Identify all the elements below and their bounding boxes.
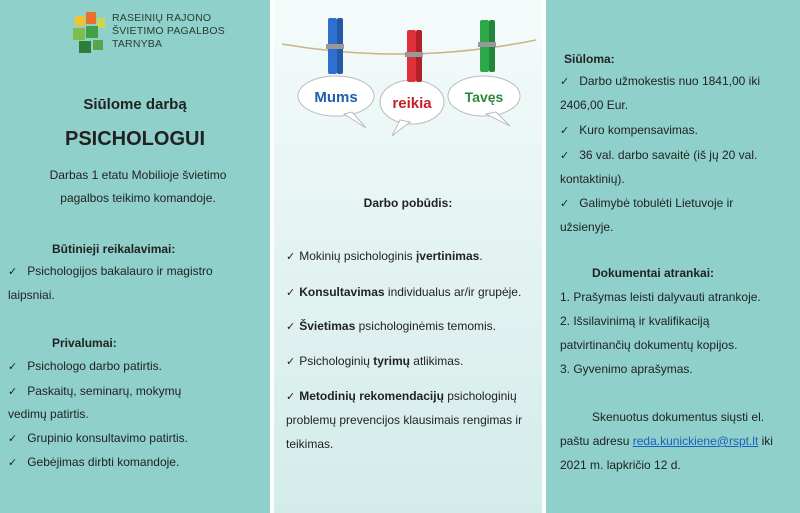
svg-text:Mums: Mums (314, 89, 358, 106)
requirement-item-cont: laipsniai. (8, 288, 55, 302)
deadline: 2021 m. lapkričio 12 d. (560, 458, 681, 472)
work-item: ✓ Konsultavimas individualus ar/ir grupėje. (286, 285, 522, 299)
work-item: ✓ Švietimas psichologinėmis temomis. (286, 319, 496, 333)
advantage-item: ✓ Paskaitų, seminarų, mokymų (8, 384, 182, 398)
left-column (0, 0, 270, 513)
check-icon: ✓ (286, 287, 296, 299)
offer-list-heading: Siūloma: (564, 52, 615, 66)
requirement-item: ✓ Psichologijos bakalauro ir magistro (8, 264, 213, 278)
check-icon: ✓ (8, 433, 18, 445)
right-column (546, 0, 800, 513)
offer-item: ✓ Darbo užmokestis nuo 1841,00 iki (560, 74, 760, 88)
green-clothespin-icon (478, 20, 496, 72)
check-icon: ✓ (560, 198, 570, 210)
check-icon: ✓ (560, 76, 570, 88)
svg-text:reikia: reikia (392, 95, 432, 112)
check-icon: ✓ (8, 386, 18, 398)
offer-item: ✓ Galimybė tobulėti Lietuvoje ir (560, 196, 734, 210)
send-instructions-line: paštu adresu reda.kunickiene@rspt.lt iki (560, 434, 773, 448)
svg-text:Tavęs: Tavęs (464, 89, 504, 105)
document-item: 3. Gyvenimo aprašymas. (560, 362, 693, 376)
work-item-cont: teikimas. (286, 437, 334, 451)
job-description: Darbas 1 etatu Mobilioje švietimo pagalbos teikimo komandoje. (49, 168, 227, 205)
speech-bubble-mums (298, 76, 374, 128)
work-item: ✓ Mokinių psichologinis įvertinimas. (286, 249, 483, 263)
offer-item-cont: užsienyje. (560, 220, 614, 234)
offer-item-cont: kontaktinių). (560, 172, 625, 186)
leaf-logo-icon (73, 12, 107, 56)
check-icon: ✓ (286, 391, 296, 403)
advantage-item-cont: vedimų patirtis. (8, 407, 89, 421)
blue-clothespin-icon (326, 18, 344, 74)
clothespin-illustration (274, 0, 542, 150)
requirements-heading: Būtinieji reikalavimai: (52, 242, 176, 256)
document-item-cont: patvirtinančių dokumentų kopijos. (560, 338, 738, 352)
offer-heading: Siūlome darbą (83, 96, 187, 113)
email-link[interactable]: reda.kunickiene@rspt.lt (632, 434, 759, 448)
check-icon: ✓ (286, 321, 296, 333)
advantage-item: ✓ Grupinio konsultavimo patirtis. (8, 431, 188, 445)
speech-bubble-taves (448, 76, 520, 126)
check-icon: ✓ (8, 361, 18, 373)
advantage-item: ✓ Gebėjimas dirbti komandoje. (8, 455, 180, 469)
organization-name: RASEINIŲ RAJONO ŠVIETIMO PAGALBOS TARNYBA (112, 12, 225, 50)
work-item: ✓ Metodinių rekomendacijų psichologinių (286, 389, 517, 403)
documents-heading: Dokumentai atrankai: (592, 266, 715, 280)
document-item: 1. Prašymas leisti dalyvauti atrankoje. (560, 290, 761, 304)
work-item: ✓ Psichologinių tyrimų atlikimas. (286, 354, 464, 368)
check-icon: ✓ (560, 150, 570, 162)
check-icon: ✓ (286, 251, 296, 263)
document-item: 2. Išsilavinimą ir kvalifikaciją (560, 314, 710, 328)
middle-column (274, 0, 542, 513)
position-title: PSICHOLOGUI (64, 128, 205, 150)
offer-item: ✓ Kuro kompensavimas. (560, 123, 698, 137)
check-icon: ✓ (8, 457, 18, 469)
check-icon: ✓ (8, 266, 18, 278)
offer-item-cont: 2406,00 Eur. (560, 98, 629, 112)
advantage-item: ✓ Psichologo darbo patirtis. (8, 359, 162, 373)
work-nature-heading: Darbo pobūdis: (363, 196, 453, 210)
speech-bubble-reikia (380, 80, 444, 136)
advantages-heading: Privalumai: (52, 336, 117, 350)
offer-item: ✓ 36 val. darbo savaitė (iš jų 20 val. (560, 148, 758, 162)
send-instructions: Skenuotus dokumentus siųsti el. (592, 410, 765, 424)
red-clothespin-icon (405, 30, 423, 82)
check-icon: ✓ (286, 356, 296, 368)
work-item-cont: problemų prevencijos klausimais rengimas ir (286, 413, 523, 427)
check-icon: ✓ (560, 125, 570, 137)
